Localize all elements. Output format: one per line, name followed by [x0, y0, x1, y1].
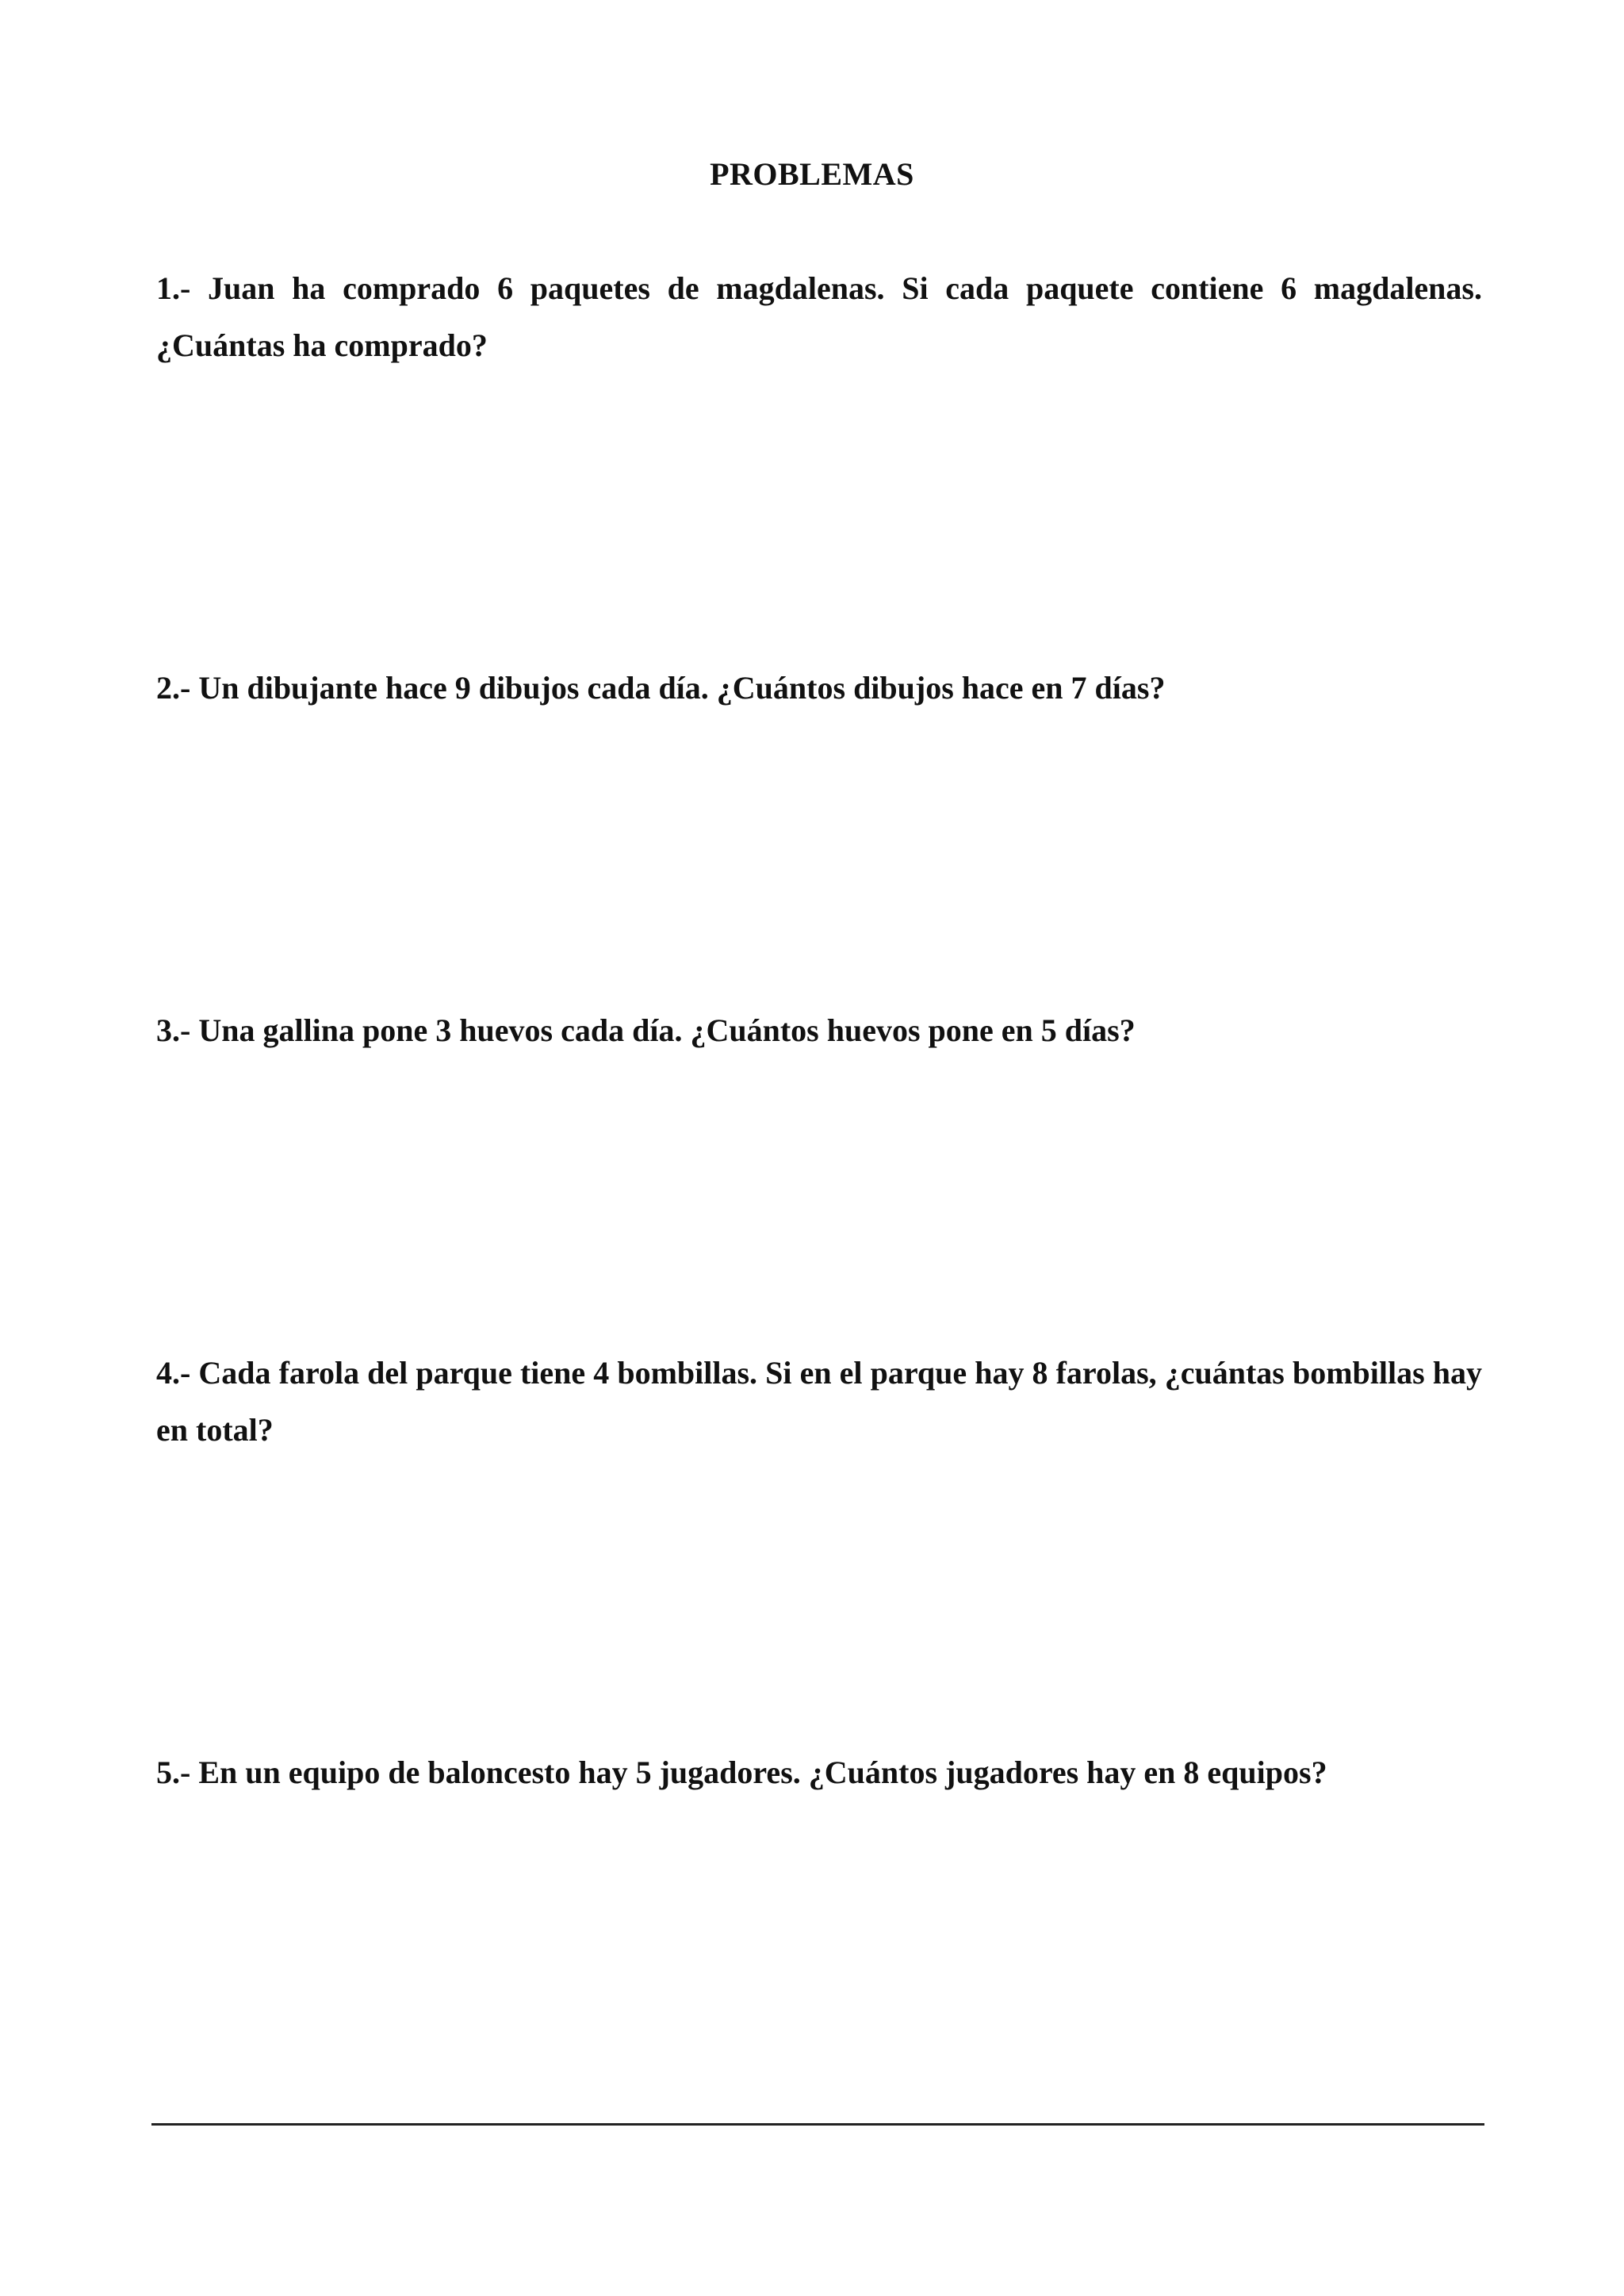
problem-5: 5.- En un equipo de baloncesto hay 5 jugadores. ¿Cuántos jugadores hay en 8 equipos? [156, 1755, 1327, 1790]
problem-3: 3.- Una gallina pone 3 huevos cada día. ¿Cuántos huevos pone en 5 días? [156, 1012, 1136, 1048]
page-title: PROBLEMAS [710, 156, 914, 192]
problem-4: 4.- Cada farola del parque tiene 4 bombillas. Si en el parque hay 8 farolas, ¿cuántas bombillas hay en total? [156, 1355, 1482, 1448]
problem-1: 1.- Juan ha comprado 6 paquetes de magdalenas. Si cada paquete contiene 6 magdalenas. ¿Cuántas ha comprado? [156, 270, 1482, 363]
problem-2: 2.- Un dibujante hace 9 dibujos cada día. ¿Cuántos dibujos hace en 7 días? [156, 670, 1166, 706]
footer-divider [151, 2123, 1484, 2126]
